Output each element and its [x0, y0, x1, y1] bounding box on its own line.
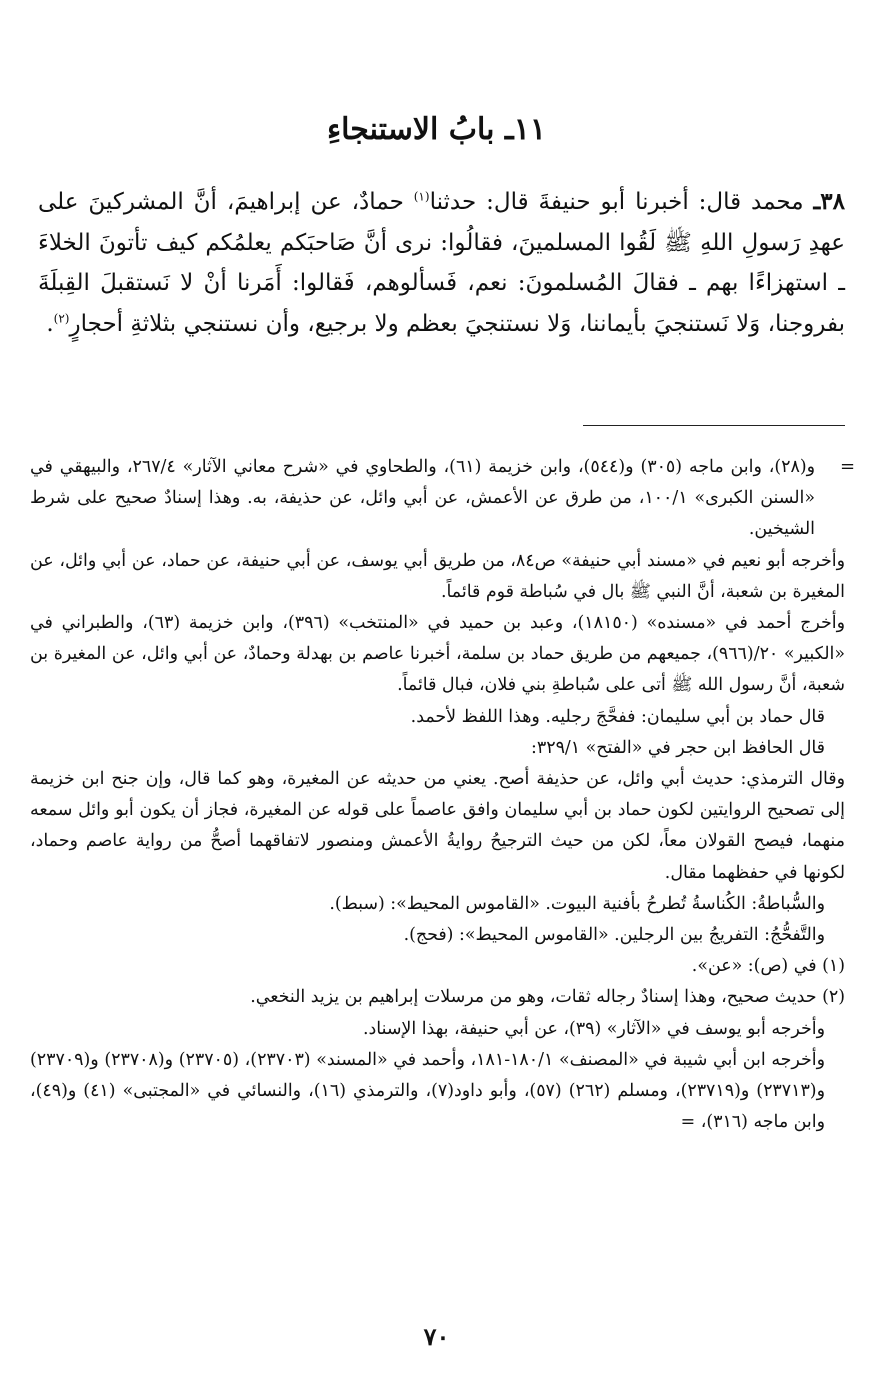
note-paragraph: والتَّفحُّجُ: التفريجُ بين الرجلين. «القاموس المحيط»: (فحج).	[403, 925, 825, 946]
hadith-text-part1: محمد قال: أخبرنا أبو حنيفةَ قال: حدثنا	[429, 189, 814, 215]
footnote-ref-1: (١)	[413, 189, 430, 204]
note-paragraph: وأخرجه ابن أبي شيبة في «المصنف» ١٨٠/١-١٨١، وأحمد في «المسند» (٢٣٧٠٣)، (٢٣٧٠٥) و(٢٣٧٠٨) و(٢٣٧٠٩) و(٢٣٧١٣) و(٢٣٧١٩)، ومسلم (٢٦٢) (٥٧)، وأبو داود(٧)، والترمذي (١٦)، والنسائي في «المجتبى» (٤١) و(٤٩)، وابن ماجه (٣١٦)، =	[30, 1049, 826, 1133]
note-paragraph: والسُّباطةُ: الكُناسةُ تُطرحُ بأفنية البيوت. «القاموس المحيط»: (سبط).	[329, 893, 825, 914]
note-paragraph: و(٢٨)، وابن ماجه (٣٠٥) و(٥٤٤)، وابن خزيمة (٦١)، والطحاوي في «شرح معاني الآثار» ٢٦٧/٤، والبيهقي في «السنن الكبرى» ١٠٠/١، من طرق عن الأعمش، عن أبي وائل، عن حذيفة، به. وهذا إسنادٌ صحيح على شرط الشيخين.	[30, 457, 816, 540]
continuation-mark: =	[840, 456, 856, 477]
note-paragraph: وأخرجه أبو نعيم في «مسند أبي حنيفة» ص٨٤، من طريق أبي يوسف، عن أبي حنيفة، عن حماد، عن أبي وائل، عن المغيرة بن شعبة، أنَّ النبي ﷺ بال في سُباطة قوم قائماً.	[30, 550, 845, 602]
footnote-separator	[583, 425, 845, 426]
note-paragraph: وأخرج أحمد في «مسنده» (١٨١٥٠)، وعبد بن حميد في «المنتخب» (٣٩٦)، وابن خزيمة (٦٣)، والطبراني في «الكبير» ٢٠/(٩٦٦)، جميعهم من طريق حماد بن سلمة، أخبرنا عاصم بن بهدلة وحمادٌ، عن أبي وائل، عن المغيرة بن شعبة، أنَّ رسول الله ﷺ أتى على سُباطةِ بني فلان، فبال قائماً.	[30, 613, 845, 696]
footnote-1: (١) في (ص): «عن».	[691, 956, 845, 977]
hadith-text-end: .	[46, 310, 54, 337]
footnotes	[30, 452, 845, 1138]
note-paragraph: قال حماد بن أبي سليمان: ففحَّجَ رجليه. وهذا اللفظ لأحمد.	[410, 706, 825, 727]
hadith-text-part2: حمادٌ، عن إبراهيمَ، أنَّ المشركينَ على عهدِ رَسولِ اللهِ ﷺ لَقُوا المسلمينَ، فقالُوا: نرى أنَّ صَاحبَكم يعلمُكم كيف تأتونَ الخلاءَ ـ استهزاءًا بهم ـ فقالَ المُسلمونَ: نعم، فَسألوهم، فَقالوا: أَمَرنا أنْ لا نَستقبلَ القِبلَةَ بفروجنا، وَلا نَستنجيَ بأيماننا، وَلا نستنجيَ بعظم ولا برجيع، وأن نستنجي بثلاثةِ أحجارٍ	[38, 189, 845, 337]
chapter-title: ١١ـ بابُ الاستنجاءِ	[327, 112, 546, 147]
footnote-ref-2: (٢)	[53, 310, 70, 325]
footnote-2: (٢) حديث صحيح، وهذا إسنادٌ رجاله ثقات، وهو من مرسلات إبراهيم بن يزيد النخعي.	[250, 987, 845, 1008]
note-paragraph: وأخرجه أبو يوسف في «الآثار» (٣٩)، عن أبي حنيفة، بهذا الإسناد.	[363, 1018, 825, 1039]
note-paragraph: وقال الترمذي: حديث أبي وائل، عن حذيفة أصح. يعني من حديثه عن المغيرة، وهو كما قال، وإن جنح ابن خزيمة إلى تصحيح الروايتين لكون حماد بن أبي سليمان وافق عاصماً على قوله عن المغيرة، فجاز أن يكون أبو وائل سمعه منهما، فيصح القولان معاً، لكن من حيث الترجيحُ روايةُ الأعمش ومنصور لاتفاقهما أصحُّ من رواية عاصم وحماد، لكونها في حفظهما مقال.	[30, 769, 845, 883]
page-number: ٧٠	[423, 1322, 450, 1351]
hadith-text	[38, 182, 845, 344]
note-paragraph: قال الحافظ ابن حجر في «الفتح» ٣٢٩/١:	[531, 737, 825, 758]
hadith-number: ٣٨ـ	[813, 188, 845, 215]
